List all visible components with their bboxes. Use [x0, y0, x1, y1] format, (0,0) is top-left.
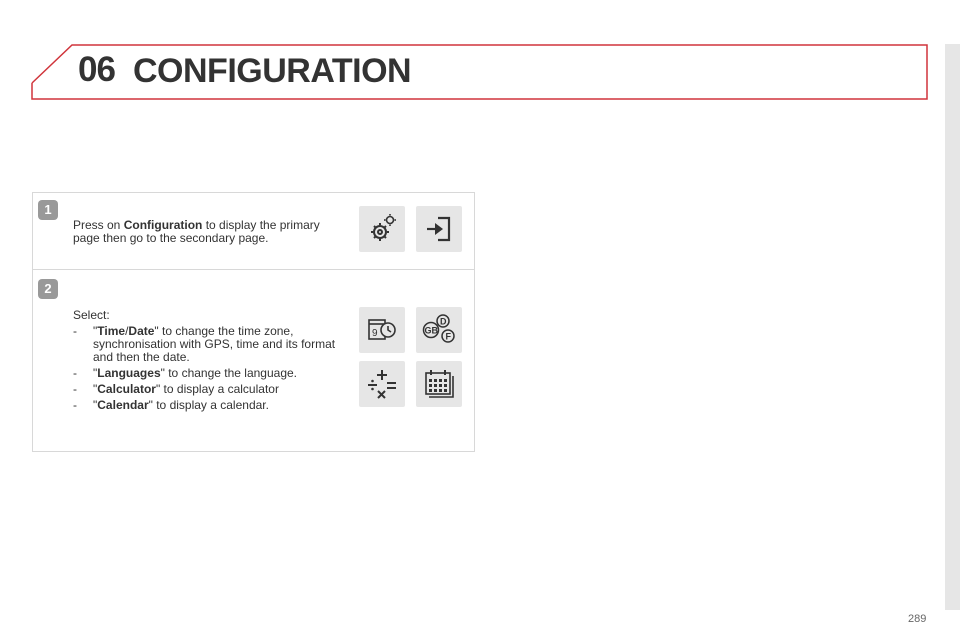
step-1-text: Press on Configuration to display the primary page then go to the secondary page.: [73, 218, 320, 245]
svg-text:9: 9: [372, 328, 378, 339]
page-edge-strip: [945, 44, 960, 610]
calculator-icon: [359, 361, 405, 407]
languages-icon: [416, 307, 462, 353]
list-item: - "Time/Date" to change the time zone, synchronisation with GPS, time and its format and then the date.: [73, 324, 336, 364]
language-code-d: D: [440, 316, 447, 327]
configuration-keyword: Configuration: [123, 218, 203, 232]
configuration-button[interactable]: [359, 206, 405, 252]
step-2-badge: 2: [38, 279, 58, 299]
calendar-icon: [416, 361, 462, 407]
panel-divider: [32, 269, 475, 270]
secondary-page-arrow-icon: [416, 206, 462, 252]
page-number: 289: [908, 613, 927, 625]
chapter-title: CONFIGURATION: [133, 52, 412, 90]
step-1-badge: 1: [38, 200, 58, 220]
calculator-button[interactable]: [359, 361, 405, 407]
calendar-button[interactable]: [416, 361, 462, 407]
language-code-f: F: [445, 331, 451, 342]
list-item: - "Calculator" to display a calculator: [73, 382, 279, 396]
language-code-gb: GB: [424, 325, 438, 336]
step-2-text: [73, 309, 343, 412]
time-date-icon: [359, 307, 405, 353]
select-intro: Select:: [73, 308, 110, 322]
configuration-gears-icon: [359, 206, 405, 252]
chapter-number: 06: [78, 50, 115, 89]
secondary-page-button[interactable]: [416, 206, 462, 252]
list-item: - "Languages" to change the language.: [73, 366, 298, 380]
languages-button[interactable]: [416, 307, 462, 353]
list-item: - "Calendar" to display a calendar.: [73, 398, 269, 412]
time-date-button[interactable]: [359, 307, 405, 353]
